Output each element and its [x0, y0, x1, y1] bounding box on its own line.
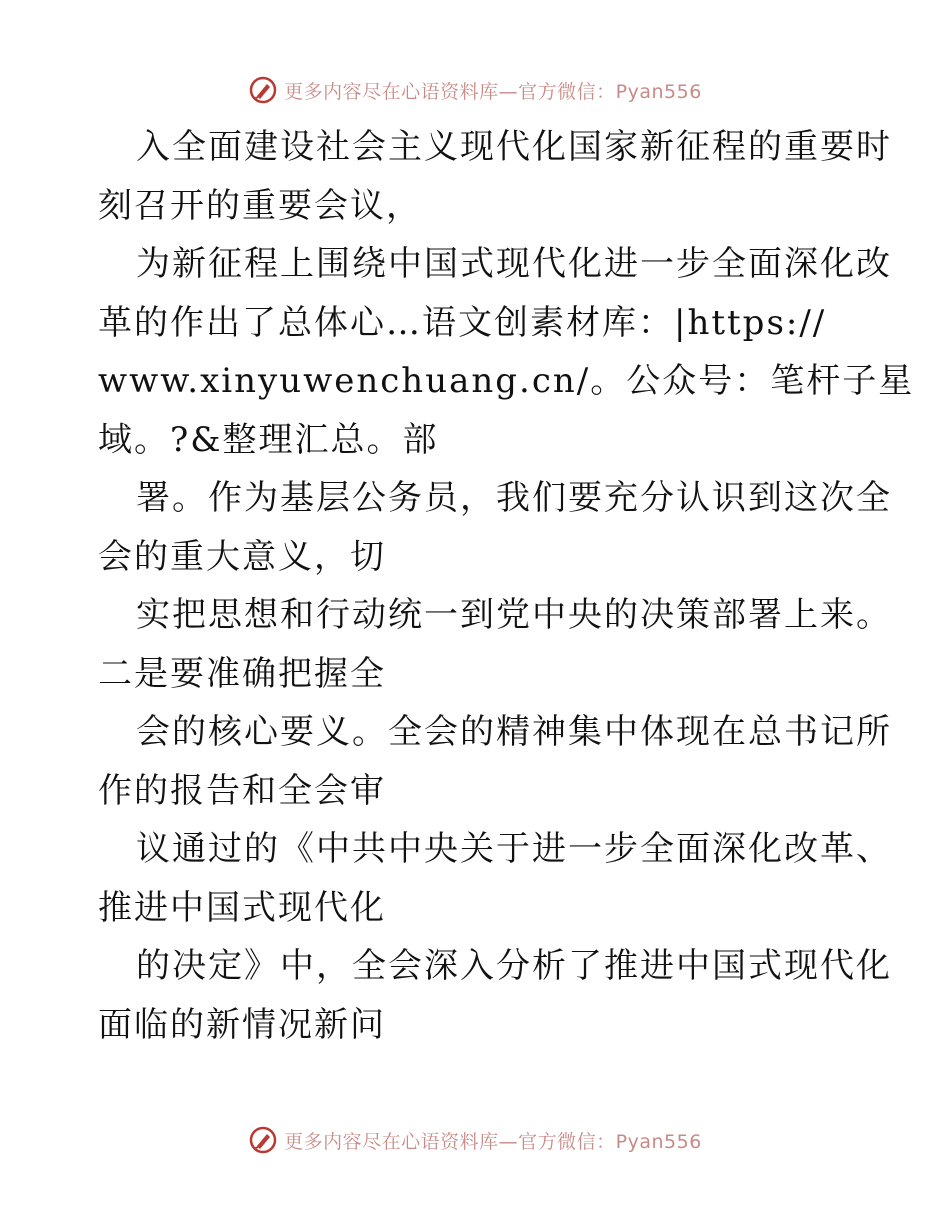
- body-line: 的决定》中，全会深入分析了推进中国式现代化: [136, 946, 892, 986]
- body-line: 刻召开的重要会议，: [98, 185, 422, 226]
- body-line: 为新征程上围绕中国式现代化进一步全面深化改: [136, 244, 892, 284]
- document-body: [98, 118, 915, 1054]
- body-line: 议通过的《中共中央关于进一步全面深化改革、: [136, 829, 892, 869]
- body-line: 二是要准确把握全: [98, 653, 386, 694]
- body-line: www.xinyuwenchuang.cn/。公众号：笔杆子星: [98, 361, 915, 401]
- body-line: 实把思想和行动统一到党中央的决策部署上来。: [136, 595, 892, 635]
- body-line: 署。作为基层公务员，我们要充分认识到这次全: [136, 478, 892, 518]
- body-line: 会的重大意义，切: [98, 536, 386, 577]
- body-line: 入全面建设社会主义现代化国家新征程的重要时: [136, 127, 892, 167]
- body-line: 域。?&整理汇总。部: [98, 419, 439, 460]
- body-line: 作的报告和全会审: [98, 770, 386, 811]
- header-banner: [0, 70, 950, 110]
- footer-banner: [0, 1120, 950, 1160]
- body-line: 革的作出了总体心…语文创素材库：|https://: [98, 302, 827, 343]
- footer-banner-text: 更多内容尽在心语资料库—官方微信：Pyan556: [284, 1130, 702, 1153]
- header-banner-text: 更多内容尽在心语资料库—官方微信：Pyan556: [284, 80, 702, 103]
- body-line: 会的核心要义。全会的精神集中体现在总书记所: [136, 712, 892, 752]
- body-line: 面临的新情况新问: [98, 1004, 386, 1045]
- body-line: 推进中国式现代化: [98, 887, 386, 928]
- pen-logo-icon: [248, 75, 278, 105]
- pen-logo-icon: [248, 1125, 278, 1155]
